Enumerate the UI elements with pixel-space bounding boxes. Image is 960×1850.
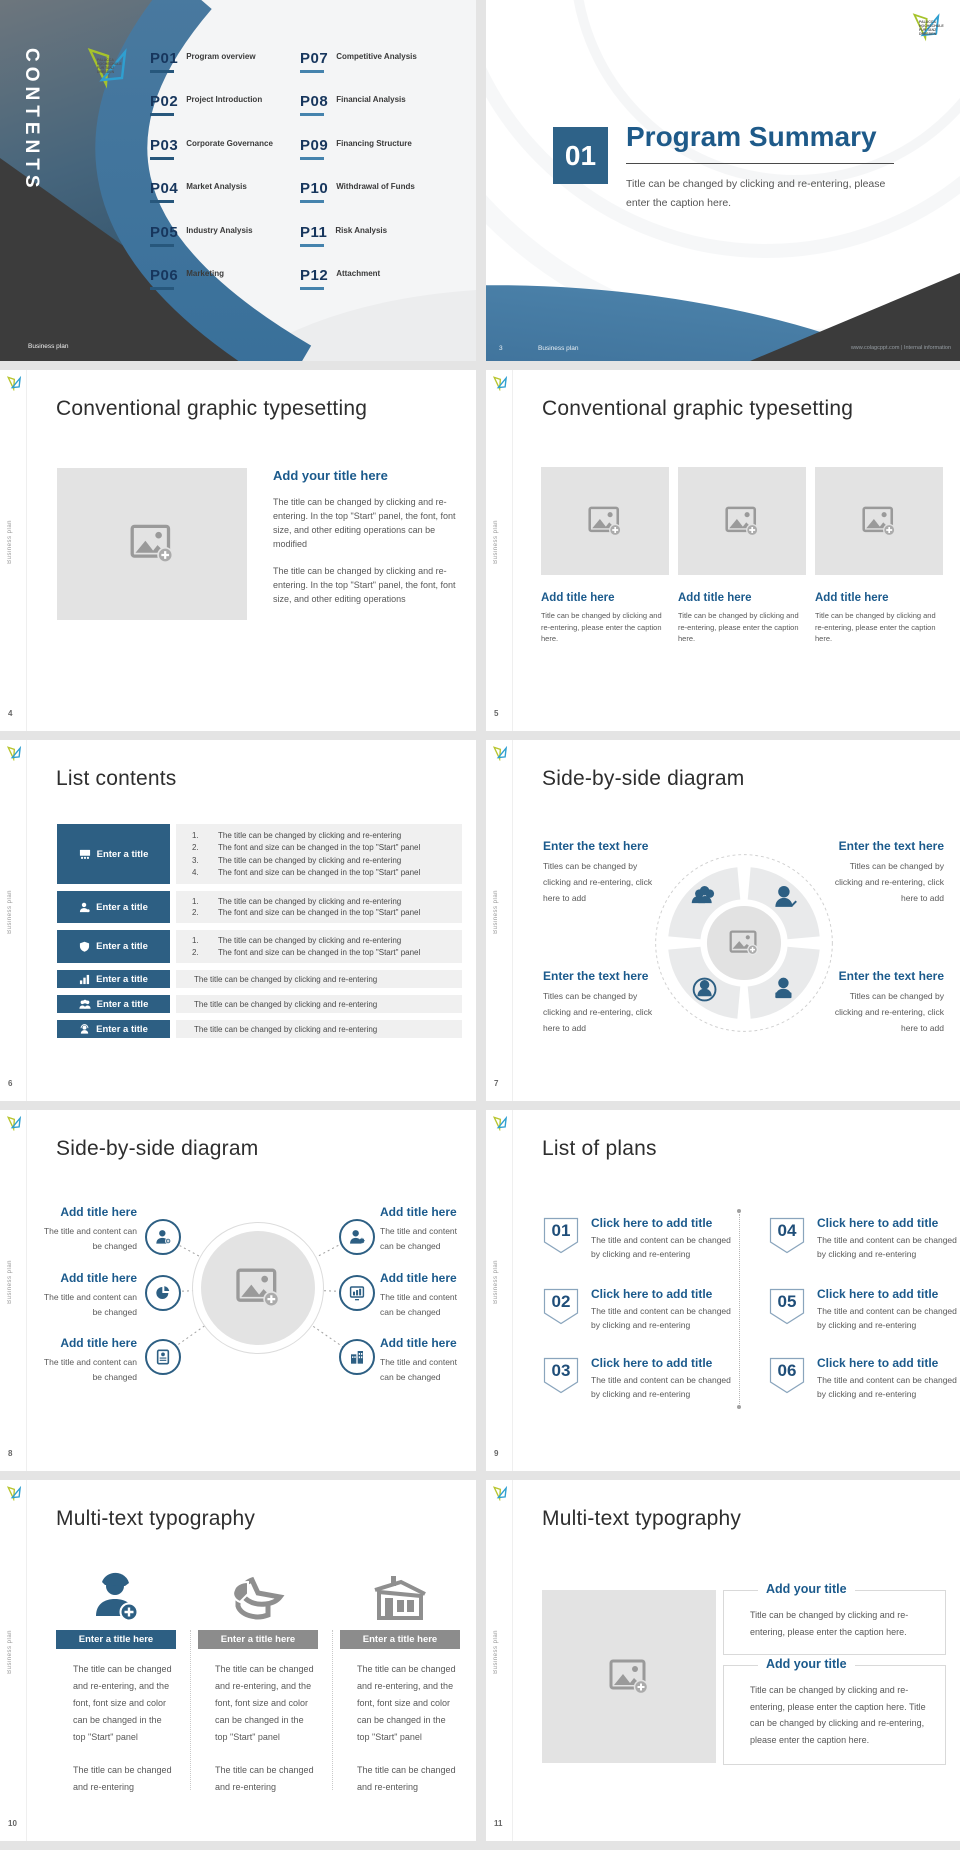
body-paragraph: The title can be changed and re-entering: [215, 1765, 314, 1792]
page-number: 5: [494, 709, 499, 718]
node-circle: [339, 1219, 375, 1255]
plan-badge: 03: [543, 1357, 579, 1395]
plan-badge: 02: [543, 1288, 579, 1326]
card-heading: Add title here: [541, 592, 615, 604]
contents-item: P06 Marketing: [150, 267, 300, 310]
pie-chart-3d-icon: [228, 1574, 288, 1624]
ring-diagram-graphic: [649, 848, 839, 1038]
page-title: List contents: [56, 767, 177, 790]
node-circle: [339, 1275, 375, 1311]
page-number: 3: [499, 345, 503, 352]
left-rail-line: [512, 370, 513, 731]
support-agent-icon: [79, 1024, 90, 1035]
logo-text: PALUCCA HOCHSCHULE FÜR TANZ DRESDEN: [919, 20, 944, 36]
text-block-bottom-left: Enter the text here Titles can be changed by clicking and re-entering, click here to add: [543, 969, 653, 1033]
hub-center-circle: [192, 1222, 324, 1354]
user-plus-icon: [155, 1229, 171, 1245]
slide-list-of-plans[interactable]: [486, 1110, 960, 1471]
palucca-logo: [910, 12, 942, 42]
typography-column: [340, 1560, 460, 1812]
hub-text-block: Add title here The title and content can be changed: [380, 1271, 458, 1317]
section-caption: Title can be changed by clicking and re-entering, please enter the caption here.: [626, 178, 886, 209]
logo-text: PALUCCA HOCHSCHULE FÜR TANZ DRESDEN: [97, 58, 122, 74]
page-title: List of plans: [542, 1137, 657, 1160]
plan-badge: 06: [769, 1357, 805, 1395]
enter-title-button: Enter a title: [57, 970, 170, 988]
rail-label: Business plan: [7, 1630, 13, 1674]
card-heading: Add title here: [815, 592, 889, 604]
user-plus-icon: [88, 1572, 144, 1624]
plan-text: Click here to add title The title and content can be changed by clicking and re-entering: [817, 1356, 957, 1399]
left-rail-line: [26, 1110, 27, 1471]
slide-footer: Business plan: [538, 345, 579, 352]
image-placeholder: [678, 467, 806, 575]
left-rail-line: [26, 1480, 27, 1841]
page-number: 7: [494, 1079, 499, 1088]
divider-dot: [737, 1209, 741, 1213]
plan-text: Click here to add title The title and content can be changed by clicking and re-entering: [817, 1216, 957, 1259]
list-panel: 1. The title can be changed by clicking and re-entering 2. The font and size can be changed in the top "Start" panel 3. The title can be changed by clicking and re-entering 4. The font and size can be changed in the top "Start" panel: [176, 824, 462, 884]
hub-text-block: Add title here The title and content can be changed: [43, 1205, 137, 1251]
user-gear-icon: [349, 1229, 365, 1245]
left-rail-line: [26, 370, 27, 731]
section-number: 01: [553, 127, 608, 184]
card-heading: Add title here: [678, 592, 752, 604]
plan-text: Click here to add title The title and content can be changed by clicking and re-entering: [591, 1287, 731, 1330]
contents-item: P03 Corporate Governance: [150, 137, 300, 180]
bar-chart-icon: [79, 974, 90, 985]
body-paragraph: The title can be changed and re-entering, and the font, font size and color can be changed in the top "Start" panel: [357, 1664, 456, 1742]
slide-ring-diagram[interactable]: [486, 740, 960, 1101]
contents-item: P08 Financial Analysis: [300, 93, 470, 136]
contents-item: P07 Competitive Analysis: [300, 50, 470, 93]
dotted-divider: [739, 1214, 740, 1404]
hub-text-block: Add title here The title and content can be changed: [43, 1271, 137, 1317]
text-block-top-left: Enter the text here Titles can be changed by clicking and re-entering, click here to add: [543, 839, 653, 903]
node-circle: [145, 1219, 181, 1255]
list-row: [57, 891, 462, 923]
palucca-logo-icon: [492, 746, 508, 761]
slide-footer: Business plan: [28, 343, 69, 350]
list-panel: 1. The title can be changed by clicking and re-entering 2. The font and size can be changed in the top "Start" panel: [176, 930, 462, 963]
page-title: Multi-text typography: [542, 1507, 742, 1530]
caption-box: [723, 1657, 946, 1765]
contents-item: P05 Industry Analysis: [150, 224, 300, 267]
left-rail-line: [26, 740, 27, 1101]
left-rail-line: [512, 1110, 513, 1471]
list-row: [57, 995, 462, 1013]
chart-board-icon: [349, 1285, 365, 1301]
body-paragraph: The title can be changed by clicking and re-entering. In the top "Start" panel, the font, font size, and other editing operations can be modified: [273, 497, 456, 549]
hub-text-block: Add title here The title and content can be changed: [380, 1336, 458, 1382]
slide-list-contents[interactable]: [0, 740, 476, 1101]
list-panel: The title can be changed by clicking and re-entering: [176, 1020, 462, 1038]
slide-contents-cover[interactable]: [0, 0, 476, 361]
palucca-logo-icon: [492, 376, 508, 391]
page-title: Side-by-side diagram: [542, 767, 745, 790]
typography-column: [198, 1560, 318, 1812]
image-placeholder: [542, 1590, 716, 1763]
text-block-top-right: Enter the text here Titles can be changed by clicking and re-entering, click here to add: [834, 839, 944, 903]
contents-vertical-title: CONTENTS: [21, 48, 42, 193]
palucca-logo-icon: [6, 376, 22, 391]
page-title: Conventional graphic typesetting: [542, 397, 854, 420]
slide-section-cover[interactable]: [486, 0, 960, 361]
page-title: Multi-text typography: [56, 1507, 256, 1530]
list-row: [57, 930, 462, 963]
list-row: [57, 824, 462, 884]
contents-item: P04 Market Analysis: [150, 180, 300, 223]
caption-box: [723, 1582, 946, 1655]
body-paragraph: The title can be changed and re-entering, and the font, font size and color can be changed in the top "Start" panel: [215, 1664, 314, 1742]
presentation-audience-icon: [79, 849, 91, 860]
contents-item: P02 Project Introduction: [150, 93, 300, 136]
card-caption: Title can be changed by clicking and re-entering, please enter the caption here.: [541, 611, 662, 643]
box-body: Title can be changed by clicking and re-entering, please enter the caption here.: [750, 1610, 909, 1637]
body-paragraph: The title can be changed and re-entering: [73, 1765, 172, 1792]
left-rail-line: [512, 740, 513, 1101]
image-card: [541, 467, 669, 645]
card-caption: Title can be changed by clicking and re-entering, please enter the caption here.: [678, 611, 799, 643]
card-caption: Title can be changed by clicking and re-entering, please enter the caption here.: [815, 611, 936, 643]
enter-title-bar: Enter a title here: [56, 1630, 176, 1649]
enter-title-bar: Enter a title here: [198, 1630, 318, 1649]
image-placeholder-icon: [609, 1659, 649, 1695]
divider-dot: [737, 1405, 741, 1409]
list-panel: The title can be changed by clicking and re-entering: [176, 970, 462, 988]
slide-multi-text-image[interactable]: [486, 1480, 960, 1841]
page-title: Side-by-side diagram: [56, 1137, 259, 1160]
image-placeholder: [57, 468, 247, 620]
watermark-text: www.colagcppt.com | Internal information: [850, 345, 951, 351]
text-block-bottom-right: Enter the text here Titles can be changed by clicking and re-entering, click here to add: [834, 969, 944, 1033]
contents-item: P11 Risk Analysis: [300, 224, 470, 267]
rail-label: Business plan: [7, 520, 13, 564]
pie-chart-icon: [155, 1285, 171, 1301]
node-circle: [145, 1275, 181, 1311]
image-card: [678, 467, 806, 645]
plan-text: Click here to add title The title and content can be changed by clicking and re-entering: [591, 1356, 731, 1399]
slide-conventional-triple[interactable]: [486, 370, 960, 731]
palucca-logo-icon: [6, 1486, 22, 1501]
rail-label: Business plan: [7, 1260, 13, 1304]
enter-title-button: Enter a title: [57, 995, 170, 1013]
contents-list: [150, 50, 470, 310]
hub-text-block: Add title here The title and content can be changed: [43, 1336, 137, 1382]
body-paragraph: The title can be changed and re-entering, and the font, font size and color can be changed in the top "Start" panel: [73, 1664, 172, 1742]
block-heading: Add your title here: [273, 468, 388, 483]
rail-label: Business plan: [493, 1630, 499, 1674]
palucca-logo-icon: [6, 1116, 22, 1131]
palucca-logo-icon: [6, 746, 22, 761]
image-placeholder: [541, 467, 669, 575]
enter-title-button: Enter a title: [57, 824, 170, 884]
list-panel: 1. The title can be changed by clicking and re-entering 2. The font and size can be changed in the top "Start" panel: [176, 891, 462, 923]
image-placeholder: [815, 467, 943, 575]
plan-badge: 04: [769, 1217, 805, 1255]
image-placeholder-icon: [130, 524, 174, 564]
page-number: 11: [494, 1819, 503, 1828]
title-underline: [626, 163, 894, 164]
enter-title-bar: Enter a title here: [340, 1630, 460, 1649]
image-card: [815, 467, 943, 645]
slide-hub-diagram[interactable]: [0, 1110, 476, 1471]
rail-label: Business plan: [493, 890, 499, 934]
palucca-logo-icon: [492, 1486, 508, 1501]
node-circle: [339, 1339, 375, 1375]
page-number: 8: [8, 1449, 13, 1458]
contents-item: P09 Financing Structure: [300, 137, 470, 180]
enter-title-button: Enter a title: [57, 930, 170, 963]
slide-multi-text-columns[interactable]: [0, 1480, 476, 1841]
plan-text: Click here to add title The title and content can be changed by clicking and re-entering: [817, 1287, 957, 1330]
page-number: 4: [8, 709, 13, 718]
list-row: [57, 1020, 462, 1038]
plan-text: Click here to add title The title and content can be changed by clicking and re-entering: [591, 1216, 731, 1259]
shield-icon: [79, 941, 90, 953]
left-rail-line: [512, 1480, 513, 1841]
palucca-logo: [84, 46, 130, 90]
box-body: Title can be changed by clicking and re-entering, please enter the caption here. Title can be changed by clicking and re-entering, please enter the caption here.: [750, 1685, 926, 1745]
building-icon: [371, 1572, 429, 1624]
id-card-icon: [155, 1349, 171, 1365]
section-title: Program Summary: [626, 121, 877, 152]
page-number: 6: [8, 1079, 13, 1088]
rail-label: Business plan: [493, 1260, 499, 1304]
node-circle: [145, 1339, 181, 1375]
enter-title-button: Enter a title: [57, 1020, 170, 1038]
list-row: [57, 970, 462, 988]
box-heading: Add your title: [758, 1582, 855, 1596]
plan-badge: 01: [543, 1217, 579, 1255]
user-icon: [79, 902, 90, 913]
contents-item: P01 Program overview: [150, 50, 300, 93]
dotted-separator: [332, 1630, 333, 1790]
building-icon: [349, 1349, 365, 1365]
contents-item: P12 Attachment: [300, 267, 470, 310]
page-number: 10: [8, 1819, 17, 1828]
rail-label: Business plan: [7, 890, 13, 934]
palucca-logo-icon: [492, 1116, 508, 1131]
dotted-separator: [190, 1630, 191, 1790]
image-placeholder-icon: [862, 506, 896, 537]
body-paragraph: The title can be changed and re-entering: [357, 1765, 456, 1792]
image-placeholder-icon: [235, 1268, 281, 1308]
typography-column: [56, 1560, 176, 1812]
enter-title-button: Enter a title: [57, 891, 170, 923]
list-panel: The title can be changed by clicking and re-entering: [176, 995, 462, 1013]
body-paragraph: The title can be changed by clicking and re-entering. In the top "Start" panel, the font, font size, and other editing operations: [273, 566, 456, 604]
image-placeholder-icon: [725, 506, 759, 537]
image-placeholder-icon: [588, 506, 622, 537]
box-heading: Add your title: [758, 1657, 855, 1671]
contents-item: P10 Withdrawal of Funds: [300, 180, 470, 223]
slide-conventional-single[interactable]: [0, 370, 476, 731]
rail-label: Business plan: [493, 520, 499, 564]
page-title: Conventional graphic typesetting: [56, 397, 368, 420]
page-number: 9: [494, 1449, 499, 1458]
plan-badge: 05: [769, 1288, 805, 1326]
team-icon: [79, 999, 91, 1010]
hub-text-block: Add title here The title and content can be changed: [380, 1205, 458, 1251]
